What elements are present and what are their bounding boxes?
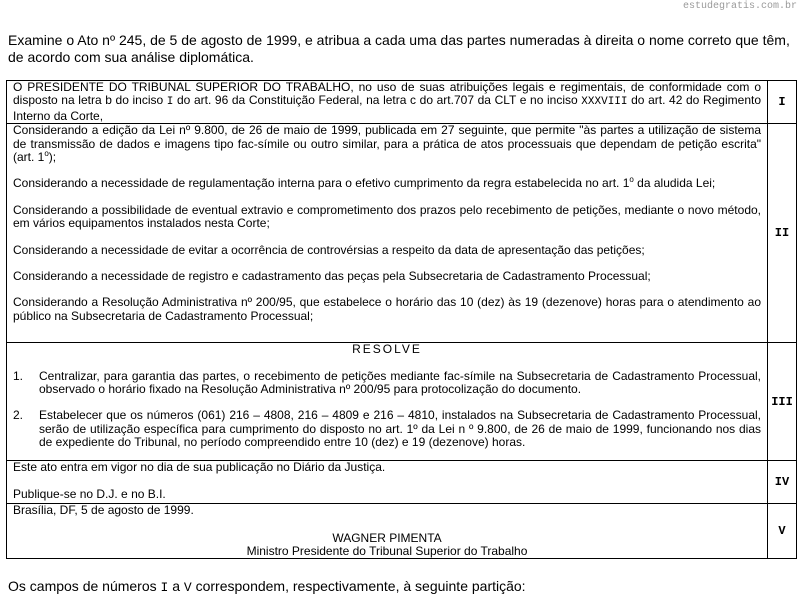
considerando-2: Considerando a necessidade de regulamentação interna para o efetivo cumprimento da regra estabelecida no art. 1$^o$ da aludida Lei; bbox=[13, 175, 716, 191]
resolve-heading: RESOLVE bbox=[352, 342, 422, 357]
roman-numeral: XXXVIII bbox=[581, 96, 628, 109]
vigencia-line: Este ato entra em vigor no dia de sua publicação no Diário da Justiça. bbox=[13, 460, 386, 475]
considerando-4: Considerando a necessidade de evitar a ocorrência de controvérsias a respeito da data de apresentação das petições; bbox=[13, 242, 645, 257]
question-intro: Examine o Ato nº 245, de 5 de agosto de 1999, e atribua a cada uma das partes numeradas à direita o nome correto que têm, de acordo com sua análise diplomática. bbox=[8, 32, 790, 65]
roman-numeral: I bbox=[166, 96, 174, 109]
place-date: Brasília, DF, 5 de agosto de 1999. bbox=[13, 503, 194, 518]
publication-line: Publique-se no D.J. e no B.I. bbox=[13, 486, 166, 501]
roman-numeral: V bbox=[183, 580, 192, 595]
section-number-1: I bbox=[768, 81, 797, 124]
signer-name: WAGNER PIMENTA bbox=[332, 530, 442, 545]
signer-title: Ministro Presidente do Tribunal Superior do Trabalho bbox=[246, 544, 528, 559]
section-number-3: III bbox=[768, 343, 797, 461]
resolve-item-1: 1. Centralizar, para garantia das partes, o recebimento de petições mediante fac-símile na Subsecretaria de Cadastramento Processual, observado o horário fixado na Resolução Administrativa nº 200/95 para protocolização do documento. bbox=[13, 368, 761, 397]
section-2-text bbox=[7, 124, 768, 343]
roman-numeral: I bbox=[160, 580, 169, 595]
watermark: estudegratis.com.br bbox=[682, 1, 797, 12]
considerando-1: Considerando a edição da Lei nº 9.800, de 26 de maio de 1999, publicada em 27 seguinte, que permite "às partes a utilização de sistema de transmissão de dados e imagens tipo fac-símile ou outro similar, para a prática de atos processuais que dependam de petição escrita" (art. 1$^o$); bbox=[13, 123, 761, 165]
section-1-text: O PRESIDENTE DO TRIBUNAL SUPERIOR DO TRABALHO, no uso de suas atribuições legais e regimentais, de conformidade com o disposto na letra b do inciso I do art. 96 da Constituição Federal, na letra c do art.707 da CLT e no inciso XXXVIII do art. 42 do Regimento Interno da Corte, bbox=[7, 81, 768, 124]
section-3-text bbox=[7, 343, 768, 461]
section-row-1 bbox=[7, 81, 797, 124]
section-4-text bbox=[7, 461, 768, 504]
considerando-6: Considerando a Resolução Administrativa nº 200/95, que estabelece o horário das 10 (dez) às 19 (dezenove) horas para o atendimento ao público na Subsecretaria de Cadastramento Processual; bbox=[13, 295, 761, 323]
section-row-4 bbox=[7, 461, 797, 504]
resolve-item-2: 2. Estabelecer que os números (061) 216 – 4808, 216 – 4809 e 216 – 4810, instalados na Subsecretaria de Cadastramento Processual, serão de utilização específica para cumprimento do disposto no art. 1º da Lei n º 9.800, de 26 de maio de 1999, funcionando nos dias de expediente do Tribunal, no período compreendido entre 10 (dez) e 19 (dezenove) horas. bbox=[13, 408, 761, 450]
section-5-text bbox=[7, 504, 768, 559]
question-footer: Os campos de números I a V correspondem, respectivamente, à seguinte partição: bbox=[8, 578, 526, 595]
section-row-5 bbox=[7, 504, 797, 559]
act-document-table bbox=[6, 80, 797, 559]
section-number-2: II bbox=[768, 124, 797, 343]
section-row-2 bbox=[7, 124, 797, 343]
considerando-5: Considerando a necessidade de registro e cadastramento das peças pela Subsecretaria de Cadastramento Processual; bbox=[13, 269, 651, 284]
section-number-4: IV bbox=[768, 461, 797, 504]
section-number-5: V bbox=[768, 504, 797, 559]
considerando-3: Considerando a possibilidade de eventual extravio e comprometimento dos prazos pelo recebimento de petições, mediante o novo método, em vários equipamentos instalados nesta Corte; bbox=[13, 202, 761, 231]
section-row-3 bbox=[7, 343, 797, 461]
